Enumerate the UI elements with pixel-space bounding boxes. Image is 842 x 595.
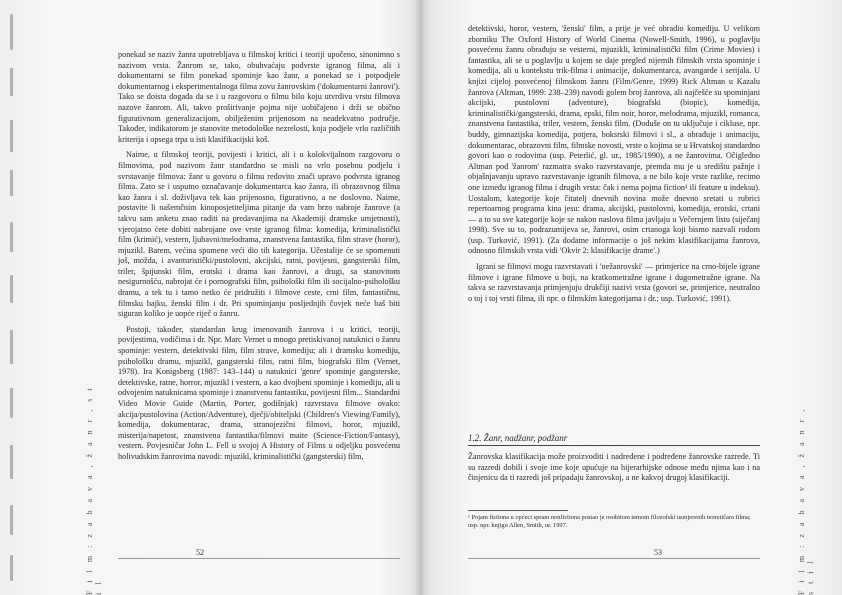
left-page-body — [118, 50, 400, 468]
page-number: 52 — [196, 548, 204, 557]
paragraph: Igrani se filmovi mogu razvrstavati i 'nežanrovski' — primjerice na crno-bijele igrane filmove i igrane filmove u boji, na kratkometražne igrane i dugometražne igrane. Na takva se razvrstavanja primjenjuju drukčiji nazivi vrsta (govori se, primjerice, neutralno o toj i toj vrsti filma, ili npr. o filmskim kategorijama i dr.; usp. Turković, 1991). — [468, 262, 760, 303]
running-head: F i l m : z a b a v a , ž a n r , s t i l — [85, 385, 103, 595]
footnote: ¹ Pojam fictiona u općeci spram nonfictiona postao je osobitom temom filozofski usmjerenih teoretičara filma; usp. npr. knjigu Allen, Smith, ur. 1997. — [468, 514, 751, 529]
right-page-body — [468, 24, 760, 309]
paragraph: Naime, u filmskoj teoriji, povijesti i kritici, ali i u kolokvijalnom razgovoru o filmovima, pod nazivom žanr standardno se misli na vrlo posebnu podjelu i svrstavanje filmova: žanr u govoru o filmu redovito znači upravo podvrsta igranog filma. Zato se i usputno označavanje dokumentarca kao žanra, ili obrazovnog filma kao žanra i sl. doživljava tek kao prijenosno, figurativno, a ne doslovno. Naime, postavite li našemčnim kinoposjetiteljima pitanje da vam brzo nabroje žanrove (a takvu sam anketu znao raditi na predavanjima na Akademiji dramske umjetnosti), vjerojatno ćete dobiti nabrojane ove vrste igranog filma: komedija, kriminalistički film (krimić), vestern, ljubavni/melodrama, znanstvena fantastika, film strave (horor), mjuzikl. Barem, većina spomene veći dio tih kategorija. Učestalije će se spomenuti još, možda, i avanturistički/pustolovni, akcijski, ratni, povijesni, gangsterski film, triler, špijunski film, erotski i drama kao žanrovi, a drugi, sa stanovitom nesigurnošću, nabrojat će i pornografski film, psihološki film ili socijalno-psihološku dramu, a tek tu i tamo netko će pridružiti i filmove ceste, crni film, fantastičnu, filmsku bajku, ženski film i dr. Pri spominjanju posljednjih čovjek neće baš biti siguran koliko je uopće riječ o žanru. — [118, 150, 400, 319]
footnote-rule — [468, 510, 568, 511]
paragraph: Postoji, također, standardan krug imenovanih žanrova i u kritici, teoriji, povijestima, vodičima i dr. Npr. Marc Vernet u mnogo pretiskivanoj natuknici o žanru spominje: vestern, detektivski film, film strave, komediju; ali i dramsku komediju, psihološku dramu, mjuzikl, gangsterski film, ratni film, biografski film (Vernet, 1978). Ira Konigsberg (1987: 143–144) u natuknici 'genre' spominje gangsterske, detektivske, ratne, horror, mjuzikl i vestern, a kao dvojbeni spominje i komediju, ali u odvojenim natuknicama spominje i znanstvenu fantastiku, povijesni film... Standardni Video Movie Guide (Martin, Porter, godišnjak) razvrstava filmove ovako: akcija/pustolovina (Action/Adventure), dječji/obiteljski (Children's Viewing/Family), komedija, dokumentarac, drama, stranojezični filmovi, horor, mjuzikl, misterija/napetost, znanstvena fantastika/filmovi maite (Science-Fiction/Fantasy), vestern. Povjesničar John L. Fell u svojoj A History of Films u odjeljku posvećenu holivudskim žanrovima navodi: mjuzikl, kriminalistički (gangsterski) film, — [118, 324, 400, 461]
running-head: F i l m : z a b a v a , ž a n r , s t i l — [797, 406, 815, 595]
section-heading: 1.2. Žanr, nadžanr, podžanr — [468, 433, 760, 446]
right-page — [421, 0, 842, 595]
paragraph: Žanrovska klasifikacija može proizvoditi i nadređene i podređene žanrovske razrede. Ti su razredi dobili i svoje ime koje upućuje na hijerarhijske odnose među njima kao i na činjenicu da ti razredi još pripadaju žanrovskoj, a ne kakvoj drugoj klasifikaciji. — [468, 452, 760, 483]
paragraph: ponekad se naziv žanra upotrebljava u filmskoj kritici i teoriji upočeno, sinonimno s nazivom vrsta. Žanrom se, tako, obuhvaćaju podvrste igranog filma, ali i dokumentarni se film ponekad spominje kao žanr, a ponekad se i potpodjele dokumentarnog i eksperimentalnoga filma zovu žanrovskim ('dokumentarni žanrovi'). Tako se doista događa da se i u razgovoru o filmu bilo koju utvrdivu vrstu filmova nazove žanrom. Ali, takvo proširivanje pojma nije uobičajeno i drži se obično figurativnom generalizacijom, obilježenim prijenosom na neadekvatno područje. Također, indikatorom je stanovite metodološke nezrelosti, koja podjele vrlo različitih kriterija i opsega trpa u isti klasifikacijski koš. — [118, 50, 400, 144]
page-number: 53 — [654, 548, 662, 557]
paragraph: detektivski, horor, vestern, 'ženski' film, a prije je već obradio komediju. U velikom zborniku The Oxford History of World Cinema (Nowell-Smith, 1996), u poglavlju posvećenu žanru obrađuju se vesterni, mjuzikli, kriminalistički film (Crime Movies) i fantastika, ali se u poglavlju u kojem se daje pregled nijemih filmskih vrsta spominje i komedija, ali u kontekstu trik-filma i animacije, dokumentarca, avangarde i serijala. U knjizi cijeloj posvećenoj filmskom žanru (Film/Genre, 1999) Rick Altman u Kazalu žanrova (Altman, 1999: 238–239) navodi golem broj žanrova, ali najčešće su spominjani akcijski, pustolovni (adventure), biografski (biopic), komedija, kriminalistički/gangsterski, drama, epski, film noir, horor, melodrama, mjuzikl, romanca, znanstvena fantastika, triler, vestern, ženski film. (Doduše on tu uključuje i cikluse, npr. buddy, gimnazijska komedija, potjera, boksrski filmovi i sl., a obrađuje i animaciju, dokumentarac, obrazovni film, filmske novosti, vrste o kojima se u Hrvatskoj standardno govori kao o rodovima (usp. Peterlić, gl. ur., 1985/1990), a ne žanrovima. Očigledno Altman pod 'žanrom' razmatra svako razvrstavanje, premda mu je u središtu pažnje i objašnjavanju upravo razvrstavanje igranih filmova, a ne bilo koje vrste razlike, recimo one između igranog filma i drugih vrsta: čak i nema pojma fiction¹ ili feature u indeksu). Uostalom, kategorije koje čitatelj dnevnih novina može dnevno sretati u rubrici repertoarnog programa kina jesu: drama, akcijski, pustolovni, komedija, erotski, crtani — a to su sve kategorije koje se nakon naslova filma javljaju u Večernjem listu (siječanj 1998). Sve su to, podrazumijeva se, žanrovi, osim crtanoga koji bismo nazvali rodom (usp. Turković, 1991). (Za dodatne informacije o još nekim klasifikacijama žanrova, odnosno filmskih vrsta vidi 'Okvir 2: klasifikacije drame'.) — [468, 24, 760, 256]
footer-rule — [118, 558, 400, 559]
footer-rule — [468, 558, 760, 559]
